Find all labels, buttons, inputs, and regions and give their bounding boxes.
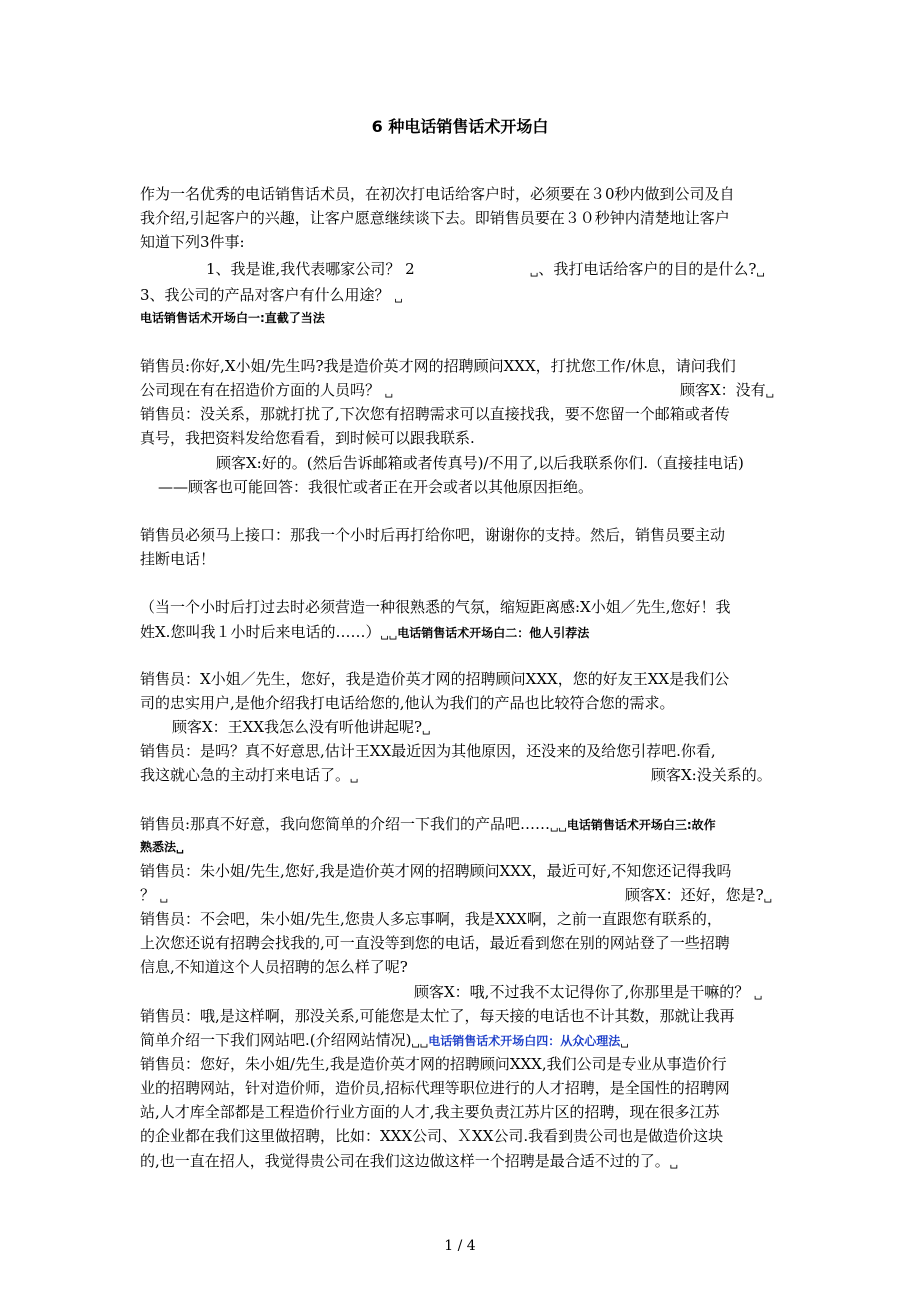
- paragraph-mark: ␣: [384, 385, 394, 398]
- dialog-line: 站,人才库全部都是工程造价行业方面的人才,我主要负责江苏片区的招聘，现在很多江苏: [140, 1103, 720, 1121]
- paragraph-mark: ␣: [159, 890, 169, 903]
- dialog-line: 挂断电话！: [140, 550, 216, 568]
- section-heading: 熟悉法: [140, 840, 177, 854]
- section-heading: 电话销售话术开场白三:故作: [566, 818, 716, 832]
- dialog-text: 简单介绍一下我们网站吧.(介绍网站情况): [140, 1031, 412, 1049]
- question-3-text: 3、我公司的产品对客户有什么用途？: [140, 286, 390, 304]
- intro-line: 作为一名优秀的电话销售话术员，在初次打电话给客户时，必须要在３0秒内做到公司及自: [140, 185, 735, 203]
- dialog-line: 司的忠实用户,是他介绍我打电话给您的,他认为我们的产品也比较符合您的需求。: [140, 694, 675, 712]
- dialog-text: 顾客X：王XX我怎么没有听他讲起呢?: [172, 718, 423, 736]
- dialog-line: 的企业都在我们这里做招聘，比如：XXX公司、ＸXX公司.我看到贵公司也是做造价这块: [140, 1127, 724, 1145]
- question-2: [530, 258, 765, 282]
- dialog-text: 顾客X：哦,不过我不太记得你了,你那里是干嘛的？: [414, 983, 750, 1001]
- dialog-text: 公司现在有在招造价方面的人员吗？: [140, 381, 381, 399]
- paragraph-mark: ␣: [558, 819, 567, 832]
- dialog-line: [140, 813, 716, 837]
- dialog-line: ——顾客也可能回答：我很忙或者正在开会或者以其他原因拒绝。: [158, 478, 594, 496]
- paragraph-mark: ␣: [394, 290, 403, 303]
- dialog-text: 销售员:那真不好意，我向您简单的介绍一下我们的产品吧……: [140, 815, 551, 833]
- dialog-line-right: 顾客X:没关系的。: [651, 766, 772, 784]
- paragraph-mark: ␣: [350, 770, 359, 783]
- section-heading: 电话销售话术开场白二：他人引荐法: [397, 626, 590, 640]
- question-3: [140, 284, 403, 308]
- paragraph-mark: ␣: [620, 1035, 629, 1048]
- document-title: 6 种电话销售话术开场白: [371, 117, 549, 136]
- paragraph-mark: ␣: [754, 987, 763, 1000]
- dialog-line: [140, 379, 393, 403]
- dialog-line: [140, 621, 589, 645]
- dialog-line: 上次您还说有招聘会找我的,可一直没等到您的电话，最近看到您在别的网站登了一些招聘: [140, 934, 730, 952]
- paragraph-mark: ␣: [669, 1156, 679, 1169]
- dialog-line: [140, 884, 168, 908]
- section-heading: 电话销售话术开场白一:直截了当法: [140, 311, 325, 325]
- paragraph-mark: ␣: [756, 264, 765, 277]
- dialog-line: 销售员：您好，朱小姐/先生,我是造价英才网的招聘顾问XXX,我们公司是专业从事造价行: [140, 1055, 727, 1073]
- dialog-line: 顾客X:好的。(然后告诉邮箱或者传真号)/不用了,以后我联系你们.（直接挂电话): [216, 454, 744, 472]
- dialog-line: [140, 764, 358, 788]
- paragraph-mark: ␣: [550, 819, 559, 832]
- dialog-line: [140, 1029, 629, 1053]
- dialog-line: 业的招聘网站，针对造价师，造价员,招标代理等职位进行的人才招聘，是全国性的招聘网: [140, 1079, 730, 1097]
- dialog-text: 我这就心急的主动打来电话了。: [140, 766, 351, 784]
- dialog-line: [172, 716, 431, 740]
- intro-line: 我介绍,引起客户的兴趣，让客户愿意继续谈下去。即销售员要在３０秒钟内清楚地让客户: [140, 209, 730, 227]
- dialog-text: 顾客X：还好，您是?: [625, 886, 764, 904]
- paragraph-mark: ␣: [176, 841, 184, 854]
- paragraph-mark: ␣: [422, 722, 431, 735]
- paragraph-mark: ␣: [411, 1035, 420, 1048]
- dialog-line: 销售员必须马上接口：那我一个小时后再打给你吧，谢谢你的支持。然后，销售员要主动: [140, 526, 726, 544]
- dialog-line: [140, 1150, 678, 1174]
- section-heading: 电话销售话术开场白四：从众心理法: [428, 1034, 621, 1048]
- dialog-line: 真号，我把资料发给您看看，到时候可以跟我联系.: [140, 429, 475, 447]
- dialog-line: （当一个小时后打过去时必须营造一种很熟悉的气氛，缩短距离感:X小姐／先生,您好！我: [140, 598, 731, 616]
- dialog-line-right: [680, 379, 774, 403]
- page-number: 1 / 4: [444, 1238, 476, 1254]
- section-heading-cont: [140, 836, 184, 859]
- dialog-line: 信息,不知道这个人员招聘的怎么样了呢?: [140, 958, 408, 976]
- dialog-text: 姓X.您叫我１小时后来电话的……）: [140, 623, 381, 641]
- question-1: 1、我是谁,我代表哪家公司？ 2: [206, 260, 415, 278]
- dialog-text: ？: [140, 886, 156, 904]
- dialog-line: 销售员：不会吧，朱小姐/先生,您贵人多忘事啊，我是XXX啊，之前一直跟您有联系的，: [140, 910, 722, 928]
- dialog-line: 销售员：没关系，那就打扰了,下次您有招聘需求可以直接找我，要不您留一个邮箱或者传: [140, 405, 730, 423]
- dialog-line: 销售员：朱小姐/先生,您好,我是造价英才网的招聘顾问XXX，最近可好,不知您还记得我吗: [140, 862, 732, 880]
- dialog-line: [414, 981, 762, 1005]
- dialog-text: 的,也一直在招人，我觉得贵公司在我们这边做这样一个招聘是最合适不过的了。: [140, 1152, 670, 1170]
- dialog-line: 销售员：X小姐／先生，您好，我是造价英才网的招聘顾问XXX，您的好友王XX是我们公: [140, 670, 730, 688]
- paragraph-mark: ␣: [765, 385, 775, 398]
- dialog-text: 顾客X：没有: [680, 381, 766, 399]
- paragraph-mark: ␣: [388, 627, 398, 640]
- question-2-text: 、我打电话给客户的目的是什么?: [538, 260, 757, 278]
- paragraph-mark: ␣: [530, 264, 539, 277]
- dialog-line: 销售员：是吗？真不好意思,估计王XX最近因为其他原因，还没来的及给您引荐吧.你看,: [140, 742, 716, 760]
- dialog-line: 销售员：哦,是这样啊，那没关系,可能您是太忙了，每天接的电话也不计其数，那就让我再: [140, 1007, 735, 1025]
- dialog-line: 销售员:你好,X小姐/先生吗?我是造价英才网的招聘顾问XXX，打扰您工作/休息，请问我们: [140, 357, 736, 375]
- paragraph-mark: ␣: [380, 627, 389, 640]
- paragraph-mark: ␣: [419, 1035, 429, 1048]
- paragraph-mark: ␣: [763, 890, 773, 903]
- intro-line: 知道下列3件事:: [140, 233, 245, 251]
- dialog-line-right: [625, 884, 772, 908]
